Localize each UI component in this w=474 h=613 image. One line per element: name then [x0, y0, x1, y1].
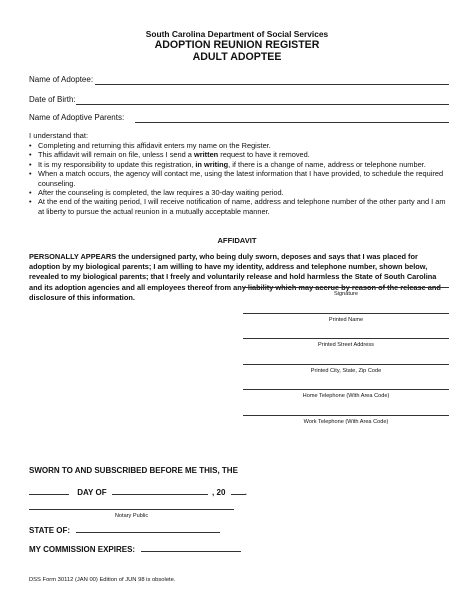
form-title: ADOPTION REUNION REGISTER	[154, 39, 320, 51]
understanding-item: • At the end of the waiting period, I will receive notification of name, address and telephone number of the other party and I am at liberty to pursue the actual reunion in a mutually acceptable manner.	[29, 197, 449, 216]
adoptive-parents-row	[29, 113, 449, 125]
printed-city-line[interactable]: Printed City, State, Zip Code	[243, 364, 449, 374]
form-subtitle: ADULT ADOPTEE	[192, 51, 282, 63]
date-of-birth-row	[29, 95, 449, 107]
understanding-item: • After the counseling is completed, the law requires a 30-day waiting period.	[29, 188, 449, 197]
work-telephone-line[interactable]: Work Telephone (With Area Code)	[243, 415, 449, 425]
understanding-intro: I understand that:	[29, 131, 89, 140]
commission-label: MY COMMISSION EXPIRES:	[29, 545, 136, 554]
state-of-row	[29, 524, 220, 535]
adoptive-parents-field[interactable]	[135, 122, 449, 123]
notary-public-line[interactable]: Notary Public	[29, 509, 234, 519]
understanding-item: • Completing and returning this affidavit enters my name on the Register.	[29, 141, 449, 150]
understanding-item: • It is my responsibility to update this registration, in writing, if there is a change of name, address or telephone number.	[29, 160, 449, 169]
day-field[interactable]	[29, 486, 69, 495]
sworn-statement: SWORN TO AND SUBSCRIBED BEFORE ME THIS, THE	[29, 466, 238, 475]
adoptee-name-label: Name of Adoptee:	[29, 75, 94, 84]
adoptive-parents-label: Name of Adoptive Parents:	[29, 113, 125, 122]
signature-line[interactable]: Signature	[243, 287, 449, 297]
year-field[interactable]	[231, 486, 245, 495]
state-of-label: STATE OF:	[29, 526, 71, 535]
printed-name-line[interactable]: Printed Name	[243, 313, 449, 323]
adoptee-name-field[interactable]	[95, 84, 449, 85]
agency-name: South Carolina Department of Social Services	[145, 29, 329, 39]
printed-street-line[interactable]: Printed Street Address	[243, 338, 449, 348]
commission-row	[29, 543, 241, 554]
understanding-list	[29, 141, 449, 216]
home-telephone-line[interactable]: Home Telephone (With Area Code)	[243, 389, 449, 399]
state-of-field[interactable]	[76, 524, 220, 533]
affidavit-heading: AFFIDAVIT	[217, 236, 257, 245]
date-of-birth-field[interactable]	[76, 104, 449, 105]
adoptee-name-row	[29, 75, 449, 87]
affidavit-text: PERSONALLY APPEARS the undersigned party, who being duly sworn, deposes and says that I was placed for adoption by my biological parents; I am willing to have my identity, address and telephone number, shown below, revealed to my biological parents; that I freely and voluntarily release and hold harmless the State of South Carolina and its adoption agencies and all employees thereof from any liability which may accrue by reason of the release and disclosure of this information.	[29, 252, 441, 302]
commission-field[interactable]	[141, 543, 241, 552]
day-of-label: DAY OF	[77, 488, 107, 497]
understanding-item: • When a match occurs, the agency will contact me, using the latest information that I have provided, to schedule the required counseling.	[29, 169, 449, 188]
date-of-birth-label: Date of Birth:	[29, 95, 76, 104]
form-footer: DSS Form 30112 (JAN 00) Edition of JUN 98 is obsolete.	[29, 577, 176, 583]
month-field[interactable]	[112, 486, 208, 495]
year-prefix: , 20	[212, 488, 226, 497]
understanding-item: • This affidavit will remain on file, unless I send a written request to have it removed.	[29, 150, 449, 159]
sworn-date-row	[29, 486, 247, 497]
year-suffix: .	[244, 488, 247, 497]
